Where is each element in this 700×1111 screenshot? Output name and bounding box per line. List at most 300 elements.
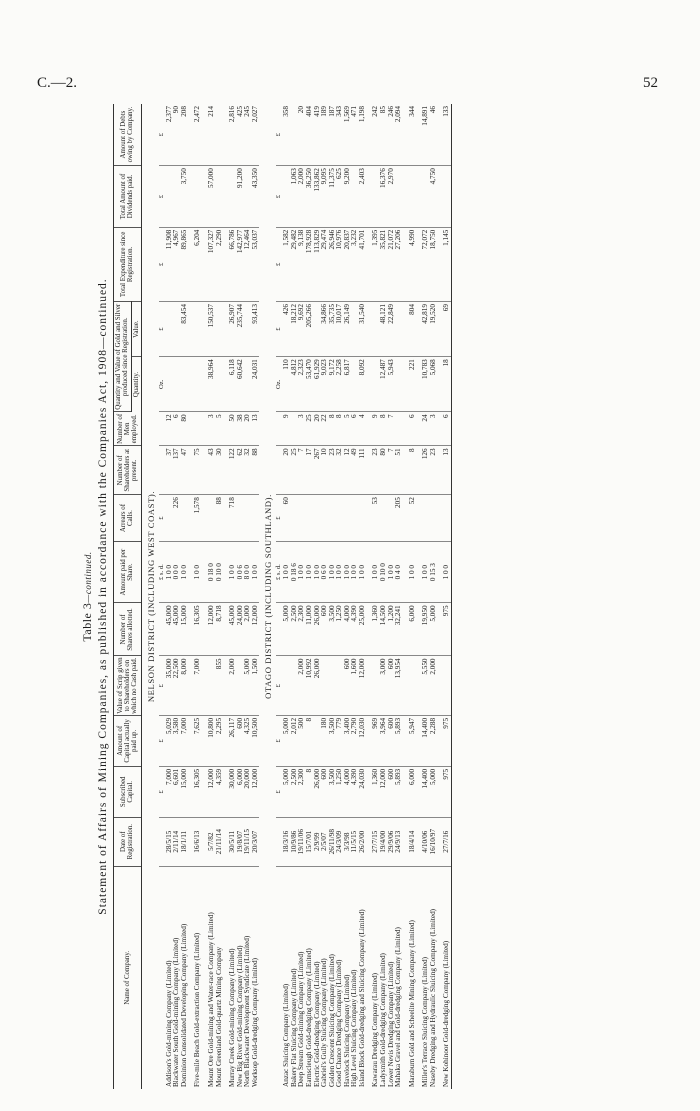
table-cell: 14,400 — [422, 766, 430, 817]
table-cell: 2,258 — [336, 357, 344, 412]
table-cell: 18,750 — [430, 227, 438, 301]
table-cell: 16/10/97 — [430, 817, 438, 866]
table-row — [344, 104, 352, 1089]
table-cell: 24 — [422, 412, 430, 446]
table-cell: 142,977 — [237, 227, 245, 301]
table-cell: 3,000 — [380, 656, 388, 715]
col-header-9: Number of Men employed. — [114, 412, 142, 446]
page-code: C.—2. — [37, 75, 78, 91]
table-cell: 1 0 0 — [252, 541, 260, 603]
table-cell: 2,500 — [291, 603, 299, 656]
table-cell: 62 — [237, 446, 245, 495]
table-heading: Statement of Affairs of Mining Companies, as published in accordance with the Companies Act, 1908—continued. — [97, 278, 109, 915]
table-cell: 14,500 — [380, 603, 388, 656]
table-cell: 1 0 0 — [422, 541, 430, 603]
table-cell: 5,550 — [422, 656, 430, 715]
table-row — [216, 104, 224, 1089]
table-cell: 0 10 0 — [216, 541, 224, 603]
table-cell: 12,487 — [380, 357, 388, 412]
table-cell: 9,200 — [344, 166, 352, 228]
table-cell: 3,500 — [329, 603, 337, 656]
table-cell: 35,000 — [166, 656, 174, 715]
table-cell: 343 — [336, 104, 344, 166]
unit-cell: £ — [159, 302, 166, 357]
table-cell: 133,862 — [314, 166, 322, 228]
table-cell: 4,990 — [409, 227, 417, 301]
table-cell: 49 — [351, 446, 359, 495]
table-cell: 26/2/00 — [359, 817, 367, 866]
table-cell: 2,000 — [298, 656, 306, 715]
table-cell — [166, 166, 174, 228]
table-cell: 975 — [443, 766, 451, 817]
table-cell: 8 — [329, 412, 337, 446]
table-cell: 208 — [181, 104, 189, 166]
table-row — [395, 104, 403, 1089]
table-cell: 1 0 0 — [194, 541, 202, 603]
company-name-cell: Bakery Flat Sluicing Company (Limited) — [289, 968, 298, 1087]
table-cell: 1 0 0 — [388, 541, 396, 603]
col-header-2: Subscribed Capital. — [114, 766, 142, 817]
table-cell: 20 — [314, 412, 322, 446]
table-cell: 6,000 — [409, 766, 417, 817]
table-cell: 11,375 — [329, 166, 337, 228]
table-cell: 26,117 — [229, 715, 237, 766]
table-cell: 0 4 0 — [395, 541, 403, 603]
table-cell: 122 — [229, 446, 237, 495]
col-header-13: Total Amount of Dividends paid. — [114, 166, 142, 228]
table-cell: 90 — [173, 104, 181, 166]
table-cell: 1 0 0 — [229, 541, 237, 603]
table-cell: 110 — [283, 357, 291, 412]
company-name-cell: Anzac Sluicing Company (Limited) — [282, 983, 291, 1087]
table-cell: 43,350 — [252, 166, 260, 228]
table-cell — [443, 166, 451, 228]
table-cell: 88 — [216, 495, 224, 542]
table-cell — [329, 656, 337, 715]
table-cell: 11,000 — [306, 603, 314, 656]
table-cell: 45,000 — [173, 603, 181, 656]
table-cell — [443, 495, 451, 542]
table-cell: 2,000 — [229, 656, 237, 715]
table-cell: 88 — [252, 446, 260, 495]
table-cell: 31,540 — [359, 302, 367, 357]
table-cell — [306, 495, 314, 542]
table-cell: 13 — [443, 446, 451, 495]
table-cell: 150,537 — [208, 302, 216, 357]
table-cell: 7,625 — [194, 715, 202, 766]
table-row — [372, 104, 380, 1089]
unit-cell: £ — [276, 104, 283, 166]
table-cell: 23 — [329, 446, 337, 495]
table-cell: 24,000 — [237, 603, 245, 656]
table-cell: 1,145 — [443, 227, 451, 301]
table-cell: 1,578 — [194, 495, 202, 542]
table-row — [409, 104, 417, 1089]
table-cell: 7,000 — [166, 766, 174, 817]
table-cell — [216, 166, 224, 228]
table-cell: 242 — [372, 104, 380, 166]
table-cell: 419 — [314, 104, 322, 166]
table-cell: 11,908 — [166, 227, 174, 301]
table-cell: 22,500 — [173, 656, 181, 715]
table-cell — [173, 357, 181, 412]
table-cell: 221 — [409, 357, 417, 412]
table-cell: 2,000 — [430, 656, 438, 715]
table-cell: 60 — [283, 495, 291, 542]
table-cell: 80 — [181, 412, 189, 446]
table-cell: 4 — [359, 412, 367, 446]
table-cell: 7 — [388, 446, 396, 495]
table-cell — [380, 495, 388, 542]
table-cell: 2,288 — [430, 715, 438, 766]
table-cell: 3/3/98 — [344, 817, 352, 866]
table-cell: 5,000 — [244, 656, 252, 715]
company-name-cell: Naseby Dredging and Hydraulic Sluicing Company (Limited) — [428, 908, 437, 1087]
table-row — [329, 104, 337, 1089]
table-cell: 2,300 — [298, 766, 306, 817]
table-container — [80, 104, 640, 1089]
company-name-cell: Lower Nevis Dredging Company (Limited) — [386, 961, 395, 1087]
table-cell: 12,000 — [208, 603, 216, 656]
table-cell: 6,000 — [409, 603, 417, 656]
company-name-cell: Good Chance Dredging Company (Limited) — [335, 959, 344, 1087]
table-cell: 1 0 0 — [306, 541, 314, 603]
table-cell: 1,569 — [344, 104, 352, 166]
table-cell — [298, 495, 306, 542]
table-cell: 19/8/07 — [237, 817, 245, 866]
section-header-row — [259, 104, 276, 1089]
table-cell: 1 0 0 — [336, 541, 344, 603]
table-cell: 2,403 — [359, 166, 367, 228]
table-cell: 48,121 — [380, 302, 388, 357]
table-cell: 6,204 — [194, 227, 202, 301]
table-cell: 53,037 — [252, 227, 260, 301]
table-cell: 4,812 — [291, 357, 299, 412]
table-cell: 9 — [372, 412, 380, 446]
table-cell: 5 — [216, 412, 224, 446]
table-cell: 29,482 — [291, 227, 299, 301]
table-cell: 18,212 — [291, 302, 299, 357]
unit-cell: £ s. d. — [159, 541, 166, 603]
table-cell: 20/3/07 — [252, 817, 260, 866]
table-cell: 6,118 — [229, 357, 237, 412]
table-cell: 19,950 — [422, 603, 430, 656]
table-cell: 3,964 — [380, 715, 388, 766]
col-header-5: Number of Shares allotted. — [114, 603, 142, 656]
company-name-cell: Addison's Gold-mining Company (Limited) — [164, 960, 173, 1087]
company-name-cell: Five-mile Beach Gold-extraction Company (Limited) — [193, 932, 202, 1087]
table-row — [181, 104, 189, 1089]
table-cell: 4,000 — [344, 766, 352, 817]
table-cell: 61,929 — [314, 357, 322, 412]
col-header-1: Date of Registration. — [114, 817, 142, 866]
table-cell: 83,454 — [181, 302, 189, 357]
table-cell: 1 0 0 — [283, 541, 291, 603]
table-cell: 25 — [291, 446, 299, 495]
table-cell: 5,000 — [430, 603, 438, 656]
unit-cell: £ s. d. — [276, 541, 283, 603]
table-cell: 246 — [388, 104, 396, 166]
table-cell — [321, 495, 329, 542]
table-cell: 1 0 0 — [443, 541, 451, 603]
unit-cell: £ — [159, 715, 166, 766]
unit-cell: £ — [159, 656, 166, 715]
table-cell: 10,992 — [306, 656, 314, 715]
table-cell: 18/3/16 — [283, 817, 291, 866]
table-cell — [336, 495, 344, 542]
table-cell: 47 — [181, 446, 189, 495]
table-cell: 12,464 — [244, 227, 252, 301]
table-cell: 34,866 — [321, 302, 329, 357]
table-cell: 4/10/06 — [422, 817, 430, 866]
table-cell: 1,198 — [359, 104, 367, 166]
company-name-cell: Worksop Gold-dredging Company (Limited) — [250, 958, 259, 1087]
table-row — [208, 104, 216, 1089]
table-cell: 113,829 — [314, 227, 322, 301]
company-name-cell: Golden Crescent Sluicing Company (Limited) — [327, 954, 336, 1087]
table-cell — [194, 302, 202, 357]
table-cell: 5,000 — [430, 766, 438, 817]
table-cell — [216, 302, 224, 357]
table-cell: 1 0 0 — [166, 541, 174, 603]
table-cell: 29/9/06 — [388, 817, 396, 866]
col-header-14: Amount of Debts owing by Company. — [114, 104, 142, 166]
table-cell: 8 — [306, 715, 314, 766]
table-cell: 4,967 — [173, 227, 181, 301]
table-cell: 25,000 — [359, 603, 367, 656]
table-cell: 8 — [306, 766, 314, 817]
company-name-cell: Miller's Terrace Sluicing Company (Limited) — [421, 956, 430, 1087]
table-cell: 18/4/14 — [409, 817, 417, 866]
table-cell — [244, 495, 252, 542]
col-header-12: Total Expenditure since Registration. — [114, 227, 142, 301]
table-cell: 3 — [430, 412, 438, 446]
table-cell: 26,000 — [314, 766, 322, 817]
table-cell: 4,750 — [430, 166, 438, 228]
unit-cell: £ — [276, 715, 283, 766]
table-cell — [430, 495, 438, 542]
table-body — [141, 104, 451, 1089]
table-cell: 1 0 0 — [409, 541, 417, 603]
table-cell: 12 — [166, 412, 174, 446]
table-cell: 26,907 — [229, 302, 237, 357]
table-cell: 38 — [237, 412, 245, 446]
table-cell: 18 — [443, 357, 451, 412]
units-row — [276, 104, 283, 1089]
table-cell — [166, 302, 174, 357]
table-cell: 0 10 0 — [380, 541, 388, 603]
table-cell: 0 0 6 — [237, 541, 245, 603]
table-cell — [216, 357, 224, 412]
table-cell: 36,250 — [306, 166, 314, 228]
table-cell: 2,300 — [298, 603, 306, 656]
table-cell: 3,232 — [351, 227, 359, 301]
table-cell — [409, 656, 417, 715]
table-cell: 22,849 — [388, 302, 396, 357]
table-cell: 27/7/15 — [372, 817, 380, 866]
table-cell: 35,735 — [329, 302, 337, 357]
table-cell: 1,200 — [388, 603, 396, 656]
table-cell: 3 — [208, 412, 216, 446]
table-cell — [291, 104, 299, 166]
col-header-3: Amount of Capital actually paid up. — [114, 715, 142, 766]
table-cell: 4,325 — [244, 715, 252, 766]
table-row — [314, 104, 322, 1089]
company-name-cell: Blackwater South Gold-mining Company (Limited) — [172, 937, 181, 1087]
table-cell: 2,027 — [252, 104, 260, 166]
col-header-8: Number of Shareholders at present. — [114, 446, 142, 495]
col-header-0: Name of Company. — [114, 866, 142, 1089]
table-cell: 42,819 — [422, 302, 430, 357]
table-cell: 28/5/15 — [166, 817, 174, 866]
table-cell: 13 — [252, 412, 260, 446]
table-cell: 7,000 — [194, 656, 202, 715]
table-cell: 10/9/86 — [291, 817, 299, 866]
table-cell: 26,000 — [314, 656, 322, 715]
table-cell: 45,000 — [229, 603, 237, 656]
col-header-10: Quantity. — [131, 357, 141, 412]
table-cell: 26,149 — [344, 302, 352, 357]
table-cell: 180 — [321, 715, 329, 766]
table-cell: 471 — [351, 104, 359, 166]
table-cell: 187 — [329, 104, 337, 166]
table-cell — [422, 495, 430, 542]
table-cell: 11/5/15 — [351, 817, 359, 866]
table-cell: 16,305 — [194, 603, 202, 656]
table-cell: 9,172 — [329, 357, 337, 412]
company-name-cell: Gabriel's Gully Sluicing Company (Limited) — [320, 958, 329, 1087]
table-cell: 5/7/82 — [208, 817, 216, 866]
unit-cell: £ — [159, 766, 166, 817]
table-cell: 50 — [229, 412, 237, 446]
table-cell — [314, 495, 322, 542]
table-cell: 32 — [336, 446, 344, 495]
table-cell — [283, 656, 291, 715]
rotated-table-area — [80, 104, 640, 1089]
table-cell: 500 — [298, 715, 306, 766]
table-cell: 5,029 — [166, 715, 174, 766]
table-cell: 1,250 — [336, 766, 344, 817]
table-cell: 426 — [283, 302, 291, 357]
table-cell: 3,400 — [344, 715, 352, 766]
table-cell: 14,400 — [422, 715, 430, 766]
table-row — [380, 104, 388, 1089]
table-cell: 8 — [336, 412, 344, 446]
table-cell: 0 18 0 — [208, 541, 216, 603]
table-cell: 19/11/06 — [298, 817, 306, 866]
table-cell: 6 — [443, 412, 451, 446]
table-cell: 6 — [409, 412, 417, 446]
table-cell: 4,390 — [351, 766, 359, 817]
table-cell: 1,360 — [372, 603, 380, 656]
table-cell: 23 — [430, 446, 438, 495]
table-cell: 10 — [321, 446, 329, 495]
table-cell: 137 — [173, 446, 181, 495]
company-name-cell: Mount Greenland Gold-quartz Mining Company — [214, 946, 223, 1087]
table-cell: 5,000 — [283, 603, 291, 656]
table-cell: 205,266 — [306, 302, 314, 357]
company-name-cell: Dominion Consolidated Developing Company (Limited) — [179, 923, 188, 1087]
table-cell: 3 — [298, 412, 306, 446]
table-cell: 2,094 — [395, 104, 403, 166]
table-cell: 6,601 — [173, 766, 181, 817]
table-cell: 600 — [321, 603, 329, 656]
table-cell: 1,360 — [372, 766, 380, 817]
table-cell: 107,327 — [208, 227, 216, 301]
unit-cell: £ — [276, 656, 283, 715]
table-cell: 20,000 — [244, 766, 252, 817]
table-cell: 178,928 — [306, 227, 314, 301]
table-cell: 72,072 — [422, 227, 430, 301]
table-cell: 41,701 — [359, 227, 367, 301]
table-cell: 12,000 — [252, 603, 260, 656]
table-cell: 21/11/14 — [216, 817, 224, 866]
table-row — [430, 104, 438, 1089]
table-cell: 38,964 — [208, 357, 216, 412]
table-cell — [194, 166, 202, 228]
table-cell: 12,000 — [252, 766, 260, 817]
table-cell: 8 0 0 — [244, 541, 252, 603]
table-cell: 32 — [244, 446, 252, 495]
table-cell: 975 — [443, 603, 451, 656]
table-cell: 35,821 — [380, 227, 388, 301]
table-row — [194, 104, 202, 1089]
header-row-1 — [114, 104, 132, 1089]
table-cell: 20 — [244, 412, 252, 446]
table-cell — [359, 495, 367, 542]
table-cell: 2,295 — [216, 715, 224, 766]
company-name-cell: Mount Ore Gold-mining and Water-race Company (Limited) — [206, 912, 215, 1087]
table-cell: 1 0 0 — [329, 541, 337, 603]
table-cell — [181, 495, 189, 542]
table-cell — [344, 495, 352, 542]
table-cell: 10,500 — [252, 715, 260, 766]
table-cell: 13,954 — [395, 656, 403, 715]
table-cell: 9,095 — [321, 166, 329, 228]
col-header-11: Value. — [131, 302, 141, 357]
table-cell: 600 — [388, 715, 396, 766]
table-cell — [166, 357, 174, 412]
table-cell: 226 — [173, 495, 181, 542]
table-cell — [395, 166, 403, 228]
table-cell: 10,783 — [422, 357, 430, 412]
table-cell: 625 — [336, 166, 344, 228]
table-cell: 53,470 — [306, 357, 314, 412]
table-cell: 205 — [395, 495, 403, 542]
table-cell: 6 — [351, 412, 359, 446]
table-cell: 57,000 — [208, 166, 216, 228]
table-cell: 126 — [422, 446, 430, 495]
table-cell: 2,012 — [291, 715, 299, 766]
table-cell: 26,000 — [314, 603, 322, 656]
table-cell: 29,474 — [321, 227, 329, 301]
table-cell: 21,072 — [388, 227, 396, 301]
table-cell: 5,068 — [430, 357, 438, 412]
table-cell: 0 15 3 — [430, 541, 438, 603]
table-cell — [395, 357, 403, 412]
page-number: 52 — [643, 75, 658, 91]
table-cell: 16/6/13 — [194, 817, 202, 866]
table-cell: 25 — [306, 412, 314, 446]
table-cell: 2,377 — [166, 104, 174, 166]
table-cell — [351, 495, 359, 542]
unit-cell: £ — [276, 302, 283, 357]
table-cell: 8,000 — [181, 656, 189, 715]
table-cell: 37 — [166, 446, 174, 495]
unit-cell: £ — [159, 495, 166, 542]
unit-cell: £ — [276, 495, 283, 542]
company-name-cell: Kawarau Dredging Company (Limited) — [371, 973, 380, 1087]
